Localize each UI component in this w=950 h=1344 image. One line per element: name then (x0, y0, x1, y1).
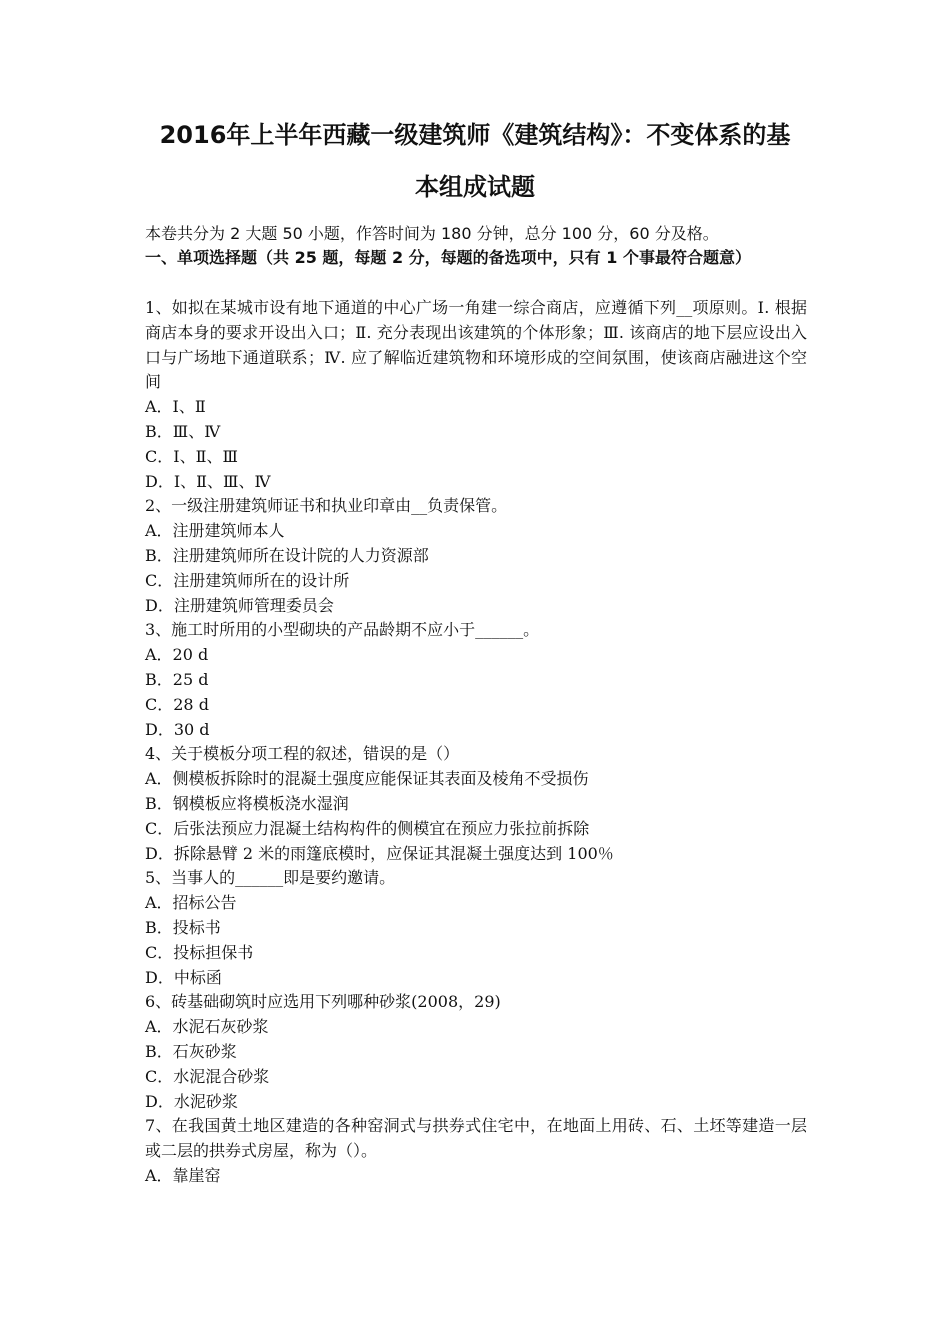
option-c: C．投标担保书 (145, 942, 254, 962)
question-6 (145, 990, 807, 1114)
option-d: D．Ⅰ、Ⅱ、Ⅲ、Ⅳ (145, 471, 271, 491)
option-c: C．水泥混合砂浆 (145, 1066, 270, 1086)
option-b: B．Ⅲ、Ⅳ (145, 421, 221, 441)
section-heading: 一、单项选择题（共 25 题，每题 2 分，每题的备选项中，只有 1 个事最符合题意） (145, 248, 751, 267)
question-list (145, 296, 807, 1189)
option-d: D．30 d (145, 719, 210, 739)
question-3 (145, 618, 807, 742)
option-a: A．招标公告 (145, 893, 237, 913)
question-stem: 1、如拟在某城市设有地下通道的中心广场一角建一综合商店，应遵循下列__项原则。Ⅰ. 根据商店本身的要求开设出入口；Ⅱ. 充分表现出该建筑的个体形象；Ⅲ. 该商店的地下层应设出入口与广场地下通道联系；Ⅳ. 应了解临近建筑物和环境形成的空间氛围，使该商店融进这个空间 (145, 298, 807, 392)
question-stem: 2、一级注册建筑师证书和执业印章由__负责保管。 (145, 496, 508, 516)
question-4 (145, 742, 807, 866)
document-title-line-2: 本组成试题 (415, 173, 535, 201)
question-7 (145, 1114, 807, 1188)
option-a: A．侧模板拆除时的混凝土强度应能保证其表面及棱角不受损伤 (145, 769, 589, 789)
option-b: B．钢模板应将模板浇水湿润 (145, 793, 349, 813)
option-d: D．水泥砂浆 (145, 1091, 238, 1111)
option-c: C．注册建筑师所在的设计所 (145, 570, 350, 590)
exam-intro (145, 222, 810, 270)
option-a: A．Ⅰ、Ⅱ (145, 397, 206, 417)
question-1 (145, 296, 807, 494)
option-b: B．注册建筑师所在设计院的人力资源部 (145, 545, 429, 565)
option-a: A．靠崖窑 (145, 1165, 221, 1185)
question-stem: 4、关于模板分项工程的叙述，错误的是（） (145, 744, 460, 764)
document-title-line-1: 2016年上半年西藏一级建筑师《建筑结构》：不变体系的基 (159, 121, 791, 149)
question-stem: 6、砖基础砌筑时应选用下列哪种砂浆(2008，29) (145, 992, 501, 1012)
option-a: A．水泥石灰砂浆 (145, 1017, 269, 1037)
question-stem: 5、当事人的______即是要约邀请。 (145, 868, 396, 888)
option-d: D．注册建筑师管理委员会 (145, 595, 334, 615)
option-c: C．28 d (145, 694, 209, 714)
exam-summary: 本卷共分为 2 大题 50 小题，作答时间为 180 分钟，总分 100 分，60 分及格。 (145, 224, 719, 243)
option-a: A．20 d (145, 645, 209, 665)
option-b: B．投标书 (145, 917, 221, 937)
question-5 (145, 866, 807, 990)
question-2 (145, 494, 807, 618)
option-c: C．后张法预应力混凝土结构构件的侧模宜在预应力张拉前拆除 (145, 818, 590, 838)
option-c: C．Ⅰ、Ⅱ、Ⅲ (145, 446, 238, 466)
option-a: A．注册建筑师本人 (145, 521, 285, 541)
question-stem: 7、在我国黄土地区建造的各种窑洞式与拱券式住宅中，在地面上用砖、石、土坯等建造一层或二层的拱券式房屋，称为（）。 (145, 1116, 807, 1161)
option-d: D．中标函 (145, 967, 222, 987)
option-d: D．拆除悬臂 2 米的雨篷底模时，应保证其混凝土强度达到 100％ (145, 843, 614, 863)
option-b: B．石灰砂浆 (145, 1041, 237, 1061)
option-b: B．25 d (145, 669, 209, 689)
question-stem: 3、施工时所用的小型砌块的产品龄期不应小于______。 (145, 620, 540, 640)
